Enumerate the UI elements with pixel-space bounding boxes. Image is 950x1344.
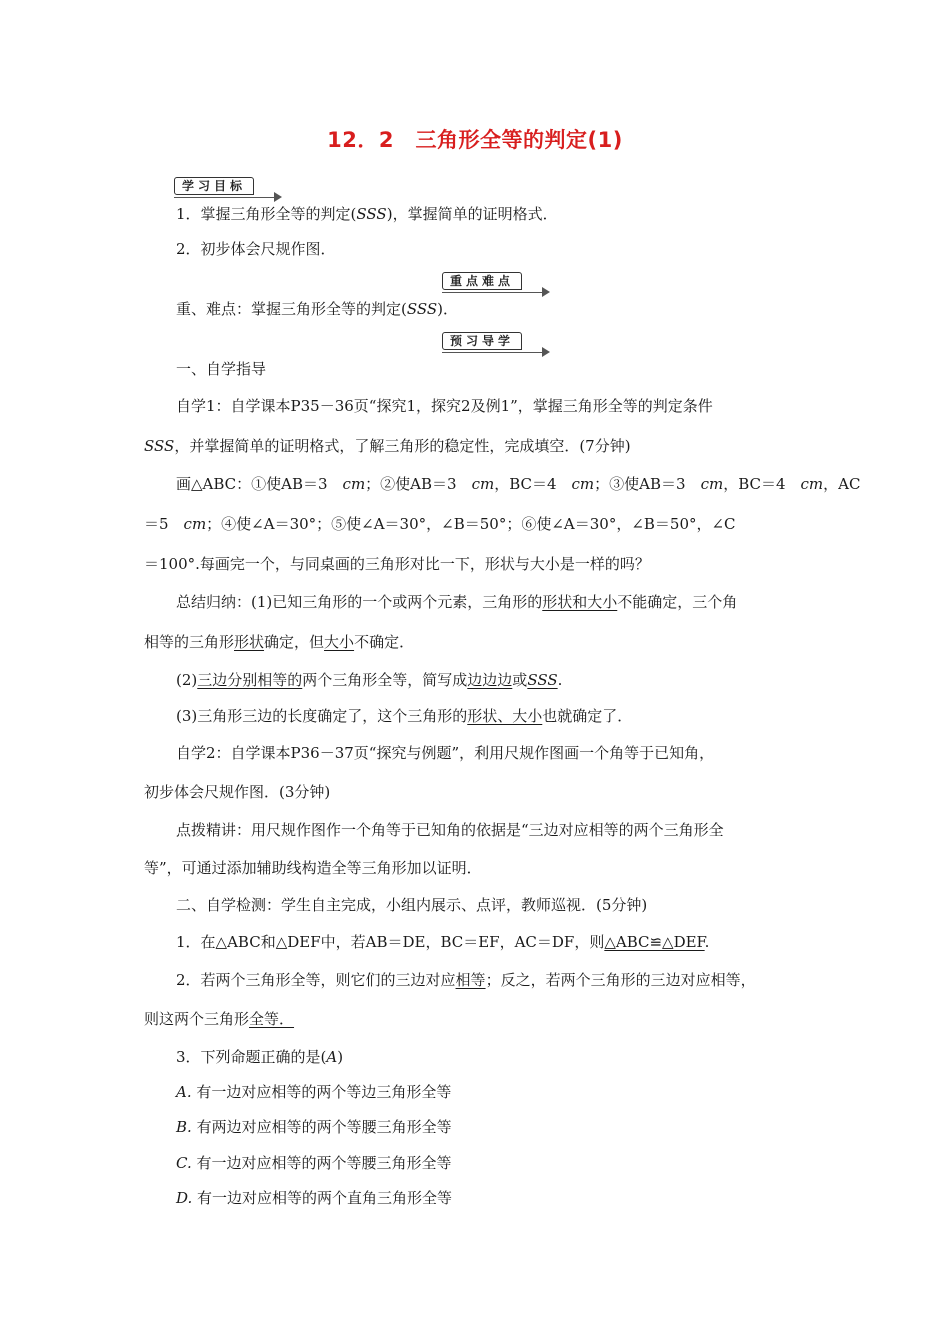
question-2-line-1: 2．若两个三角形全等，则它们的三边对应相等；反之，若两个三角形的三边对应相等， [176, 971, 756, 989]
key-points-text: 重、难点：掌握三角形全等的判定(SSS)． [176, 300, 459, 318]
self-study-1-line-2: SSS，并掌握简单的证明格式，了解三角形的稳定性，完成填空．(7分钟) [144, 437, 631, 455]
option-d: D. 有一边对应相等的两个直角三角形全等 [176, 1189, 453, 1207]
section-2-heading: 二、自学检测：学生自主完成，小组内展示、点评，教师巡视．(5分钟) [176, 896, 648, 914]
goals-badge-rule [174, 197, 274, 198]
question-2-line-2: 则这两个三角形全等． [144, 1010, 295, 1028]
goals-badge-label: 学习目标 [174, 177, 254, 195]
summary-line-1: 总结归纳：(1)已知三角形的一个或两个元素，三角形的形状和大小不能确定，三个角 [176, 593, 738, 611]
self-study-2-line-1: 自学2：自学课本P36－37页“探究与例题”，利用尺规作图画一个角等于已知角， [176, 744, 715, 762]
option-a: A. 有一边对应相等的两个等边三角形全等 [176, 1083, 452, 1101]
draw-task-line-3: ＝100°.每画完一个，与同桌画的三角形对比一下，形状与大小是一样的吗？ [144, 555, 650, 573]
page-title: 12．2 三角形全等的判定(1) [327, 128, 623, 152]
draw-task-line-2: ＝5 cm；④使∠A＝30°；⑤使∠A＝30°，∠B＝50°；⑥使∠A＝30°，∠B＝50°，∠C [144, 515, 736, 533]
option-c: C. 有一边对应相等的两个等腰三角形全等 [176, 1154, 452, 1172]
goal-item-2: 2．初步体会尺规作图． [176, 240, 336, 258]
self-study-1-line-1: 自学1：自学课本P35－36页“探究1，探究2及例1”，掌握三角形全等的判定条件 [176, 397, 713, 415]
section-1-heading: 一、自学指导 [176, 360, 267, 378]
option-b: B. 有两边对应相等的两个等腰三角形全等 [176, 1118, 452, 1136]
tip-line-2: 等”，可通过添加辅助线构造全等三角形加以证明． [144, 859, 482, 877]
self-study-2-line-2: 初步体会尺规作图．(3分钟) [144, 783, 331, 801]
tip-line-1: 点拨精讲：用尺规作图作一个角等于已知角的依据是“三边对应相等的两个三角形全 [176, 821, 724, 839]
key-points-badge-label: 重点难点 [442, 272, 522, 290]
key-points-badge-arrow-icon [542, 287, 550, 297]
draw-task-line-1: 画△ABC：①使AB＝3 cm；②使AB＝3 cm，BC＝4 cm；③使AB＝3 cm，BC＝4 cm，AC [176, 475, 861, 493]
goal-item-1: 1．掌握三角形全等的判定(SSS)，掌握简单的证明格式． [176, 205, 558, 223]
preview-badge-rule [442, 352, 542, 353]
summary-item-2: (2)三边分别相等的两个三角形全等，简写成边边边或SSS. [176, 671, 563, 689]
question-1: 1．在△ABC和△DEF中，若AB＝DE，BC＝EF，AC＝DF，则△ABC≌△DEF. [176, 933, 710, 951]
summary-item-3: (3)三角形三边的长度确定了，这个三角形的形状、大小也就确定了． [176, 707, 633, 725]
preview-badge [442, 332, 552, 358]
key-points-badge [442, 272, 552, 298]
preview-badge-label: 预习导学 [442, 332, 522, 350]
goals-badge-arrow-icon [274, 192, 282, 202]
question-3: 3．下列命题正确的是(A) [176, 1048, 344, 1066]
goals-badge [174, 177, 284, 203]
key-points-badge-rule [442, 292, 542, 293]
preview-badge-arrow-icon [542, 347, 550, 357]
summary-line-2: 相等的三角形形状确定，但大小不确定． [144, 633, 415, 651]
